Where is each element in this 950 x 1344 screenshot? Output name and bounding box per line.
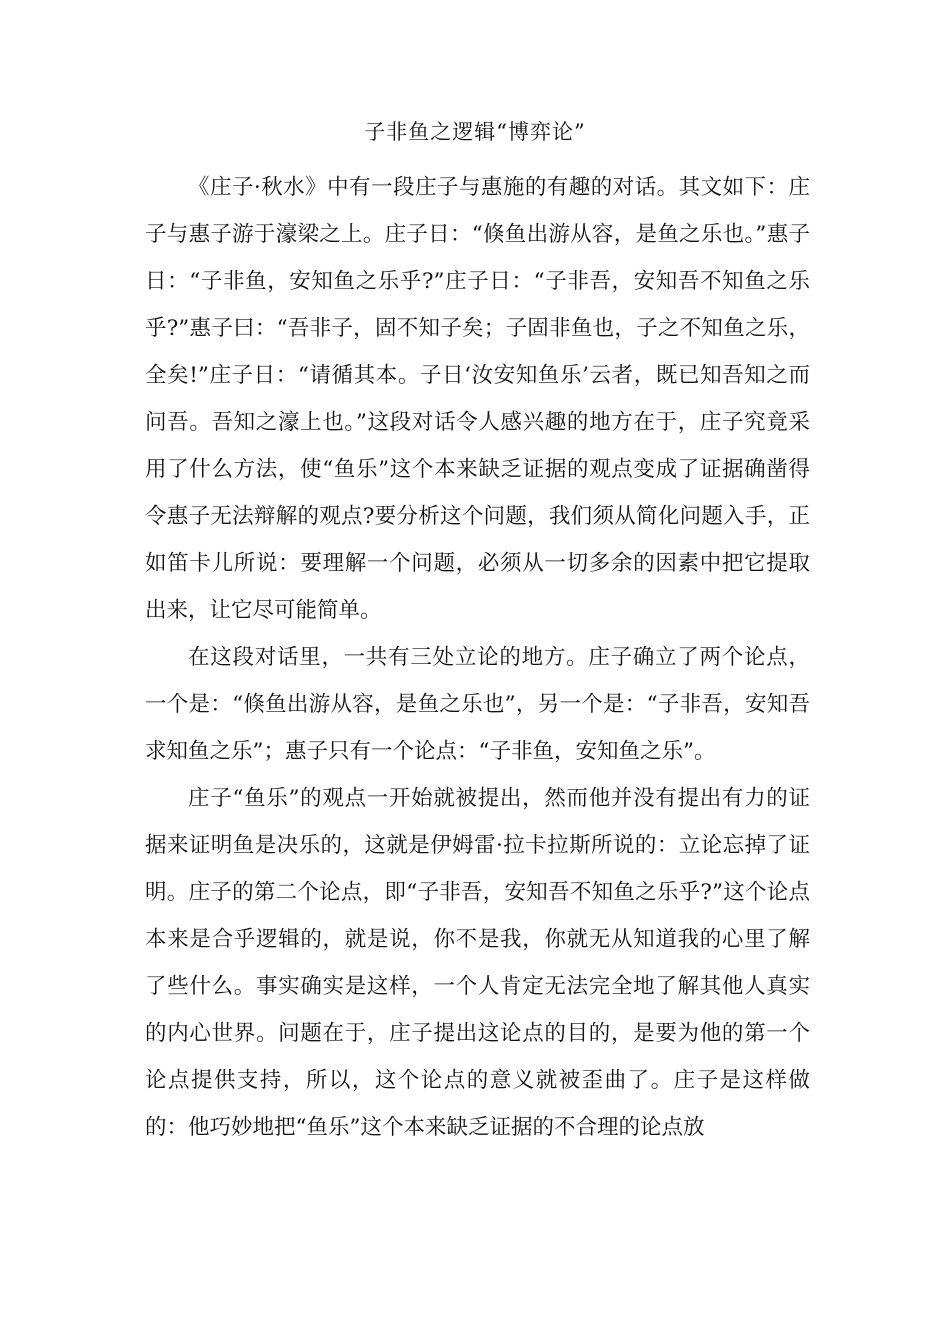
paragraph-2: 在这段对话里，一共有三处立论的地方。庄子确立了两个论点，一个是：“倏鱼出游从容，是鱼之乐也”，另一个是：“子非吾，安知吾求知鱼之乐”；惠子只有一个论点：“子非鱼，安知鱼之乐”。 bbox=[145, 645, 810, 764]
document-title: 子非鱼之逻辑“博弈论” bbox=[364, 120, 586, 144]
paragraph-3: 庄子“鱼乐”的观点一开始就被提出，然而他并没有提出有力的证据来证明鱼是决乐的，这就是伊姆雷·拉卡拉斯所说的：立论忘掉了证明。庄子的第二个论点，即“子非吾，安知吾不知鱼之乐乎?”这个论点本来是合乎逻辑的，就是说，你不是我，你就无从知道我的心里了解了些什么。事实确实是这样，一个人肯定无法完全地了解其他人真实的内心世界。问题在于，庄子提出这论点的目的，是要为他的第一个论点提供支持，所以，这个论点的意义就被歪曲了。庄子是这样做的：他巧妙地把“鱼乐”这个本来缺乏证据的不合理的论点放 bbox=[145, 786, 810, 1140]
paragraph-1: 《庄子·秋水》中有一段庄子与惠施的有趣的对话。其文如下：庄子与惠子游于濠梁之上。庄子日：“倏鱼出游从容，是鱼之乐也。”惠子日：“子非鱼，安知鱼之乐乎?”庄子日：“子非吾，安知吾不知鱼之乐乎?”惠子曰：“吾非子，固不知子矣；子固非鱼也，子之不知鱼之乐，全矣!”庄子日：“请循其本。子日‘汝安知鱼乐’云者，既已知吾知之而问吾。吾知之濠上也。”这段对话令人感兴趣的地方在于，庄子究竟采用了什么方法，使“鱼乐”这个本来缺乏证据的观点变成了证据确凿得令惠子无法辩解的观点?要分析这个问题，我们须从简化问题入手，正如笛卡儿所说：要理解一个问题，必须从一切多余的因素中把它提取出来，让它尽可能简单。 bbox=[145, 175, 810, 623]
document-body bbox=[145, 164, 810, 1151]
